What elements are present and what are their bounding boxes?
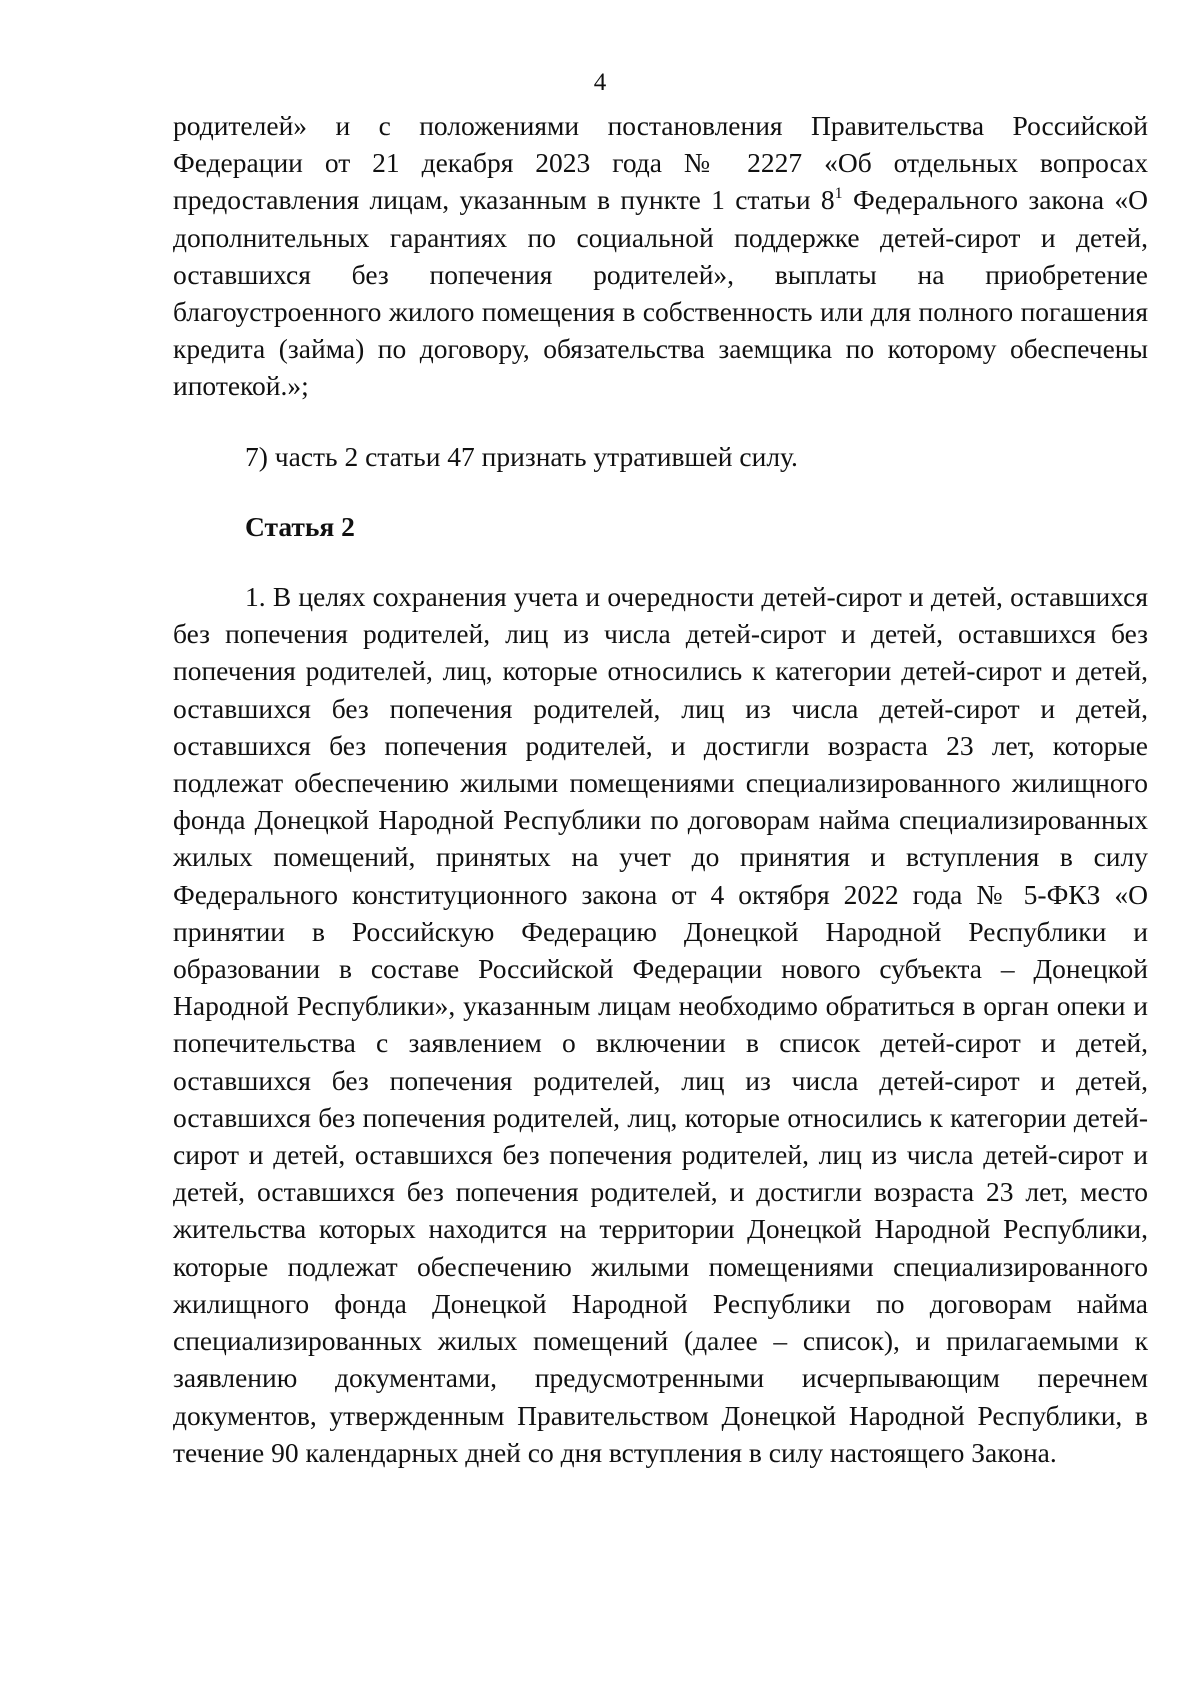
document-body	[173, 107, 1148, 1471]
page-number: 4	[593, 69, 607, 96]
continuation-text-end: Федерального закона «О дополнительных гарантиях по социальной поддержке детей-сирот и детей, оставшихся без попечения родителей», выплаты на приобретение благоустроенного жилого помещения в собственность или для полного погашения кредита (займа) по договору, обязательства заемщика по которому обеспечены ипотекой.»;	[173, 184, 1149, 402]
article-2-heading: Статья 2	[245, 510, 355, 542]
continuation-paragraph	[173, 107, 1148, 405]
footnote-superscript: 1	[834, 185, 843, 203]
continuation-text-start: родителей» и с положениями постановления Правительства Российской Федерации от 21 декабря 2023 года № 2227 «Об отдельных вопросах предоставления лицам, указанным в пункте 1 статьи 8	[173, 110, 1148, 216]
item-7-paragraph: 7) часть 2 статьи 47 признать утратившей силу.	[245, 440, 798, 472]
article-2-paragraph-1: 1. В целях сохранения учета и очередности детей-сирот и детей, оставшихся без попечения родителей, лиц из числа детей-сирот и детей, оставшихся без попечения родителей, лиц, которые относились к категории детей-сирот и детей, оставшихся без попечения родителей, лиц из числа детей-сирот и детей, оставшихся без попечения родителей, и достигли возраста 23 лет, которые подлежат обеспечению жилыми помещениями специализированного жилищного фонда Донецкой Народной Республики по договорам найма специализированных жилых помещений, принятых на учет до принятия и вступления в силу Федерального конституционного закона от 4 октября 2022 года № 5-ФКЗ «О принятии в Российскую Федерацию Донецкой Народной Республики и образовании в составе Российской Федерации нового субъекта – Донецкой Народной Республики», указанным лицам необходимо обратиться в орган опеки и попечительства с заявлением о включении в список детей-сирот и детей, оставшихся без попечения родителей, лиц из числа детей-сирот и детей, оставшихся без попечения родителей, лиц, которые относились к категории детей-сирот и детей, оставшихся без попечения родителей, лиц из числа детей-сирот и детей, оставшихся без попечения родителей, и достигли возраста 23 лет, место жительства которых находится на территории Донецкой Народной Республики, которые подлежат обеспечению жилыми помещениями специализированного жилищного фонда Донецкой Народной Республики по договорам найма специализированных жилых помещений (далее – список), и прилагаемыми к заявлению документами, предусмотренными исчерпывающим перечнем документов, утвержденным Правительством Донецкой Народной Республики, в течение 90 календарных дней со дня вступления в силу настоящего Закона.	[173, 581, 1148, 1468]
